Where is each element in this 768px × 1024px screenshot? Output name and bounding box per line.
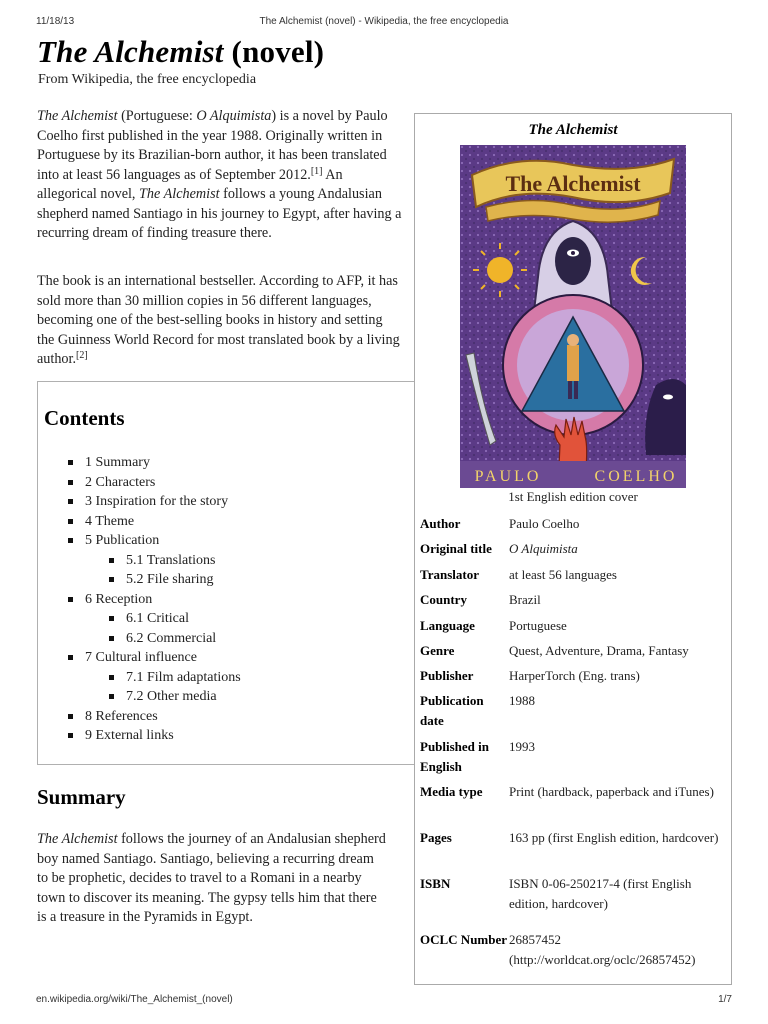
book-title-italic: The Alchemist [37, 831, 118, 847]
infobox-value: Quest, Adventure, Drama, Fantasy [509, 643, 689, 658]
book-title-italic: The Alchemist [37, 108, 118, 124]
toc-item[interactable]: 5.1 Translations [109, 551, 241, 571]
infobox-label: OCLC Number [420, 932, 508, 947]
summary-paragraph: The Alchemist follows the journey of an Andalusian shepherd boy named Santiago. Santiago, believing a recurring dream to be prophetic, decides to travel to a Romani in a nearby town to discover its meaning. The gypsy tells him that there is a treasure in the Pyramids in Egypt. [37, 831, 386, 925]
bestseller-paragraph: The book is an international bestseller. According to AFP, it has sold more than 30 million copies in 56 different languages, becoming one of the best-selling books in history and setting the Guinness World Record for most translated book by a living author.[2] [37, 273, 400, 367]
book-title-italic: The Alchemist [139, 186, 220, 202]
infobox-value: 1988 [509, 693, 535, 708]
toc-item[interactable]: 6.2 Commercial [109, 629, 241, 649]
original-title-italic: O Alquimista [196, 108, 272, 124]
reference-link-2[interactable]: [2] [76, 350, 88, 361]
toc-item[interactable]: 7 Cultural influence [68, 648, 241, 668]
cover-caption: 1st English edition cover [508, 489, 638, 504]
toc-item[interactable]: 6.1 Critical [109, 609, 241, 629]
print-date: 11/18/13 [36, 16, 75, 27]
infobox-value[interactable]: 26857452 (http://worldcat.org/oclc/26857452) [509, 932, 696, 967]
page-title-rest: (novel) [223, 34, 325, 69]
site-tagline: From Wikipedia, the free encyclopedia [38, 72, 257, 87]
page-title-italic: The Alchemist [37, 34, 224, 69]
toc-item[interactable]: 8 References [68, 707, 241, 727]
infobox-label: Language [420, 618, 475, 633]
page-title [37, 34, 324, 70]
toc-item[interactable]: 3 Inspiration for the story [68, 492, 241, 512]
infobox-label: Translator [420, 567, 479, 582]
toc-item[interactable]: 5.2 File sharing [109, 570, 241, 590]
print-header [0, 16, 768, 32]
book-cover-image[interactable] [460, 145, 686, 488]
infobox-value: 163 pp (first English edition, hardcover) [509, 830, 719, 845]
infobox-label: Publication date [420, 693, 484, 728]
infobox-label: Country [420, 592, 467, 607]
toc-list [68, 453, 241, 746]
table-of-contents [37, 381, 429, 765]
infobox-value: O Alquimista [509, 541, 578, 556]
infobox-label: Original title [420, 541, 492, 556]
print-url: en.wikipedia.org/wiki/The_Alchemist_(novel) [36, 994, 233, 1005]
infobox-label: Published in English [420, 739, 490, 774]
infobox-label: Publisher [420, 668, 474, 683]
toc-item[interactable]: 5 Publication [68, 531, 241, 551]
print-page-title: The Alchemist (novel) - Wikipedia, the free encyclopedia [259, 16, 509, 27]
toc-item[interactable]: 9 External links [68, 726, 241, 746]
cover-author-left: PAULO [474, 468, 542, 485]
infobox [414, 113, 732, 985]
infobox-value: Print (hardback, paperback and iTunes) [509, 784, 714, 799]
cover-author-right: COELHO [594, 468, 678, 485]
section-heading-summary: Summary [37, 785, 126, 809]
infobox-label: Author [420, 516, 461, 531]
toc-item[interactable]: 1 Summary [68, 453, 241, 473]
toc-item[interactable]: 2 Characters [68, 473, 241, 493]
infobox-value[interactable]: Paulo Coelho [509, 516, 580, 531]
infobox-value[interactable]: ISBN 0-06-250217-4 (first English edition, hardcover) [509, 876, 692, 911]
print-page-number: 1/7 [718, 994, 732, 1005]
cover-title-text: The Alchemist [505, 171, 641, 196]
infobox-title: The Alchemist [528, 122, 618, 138]
infobox-value: at least 56 languages [509, 567, 617, 582]
infobox-value[interactable]: HarperTorch (Eng. trans) [509, 668, 640, 683]
infobox-label: Media type [420, 784, 483, 799]
toc-item[interactable]: 7.2 Other media [109, 687, 241, 707]
infobox-label: Pages [420, 830, 452, 845]
infobox-value[interactable]: Brazil [509, 592, 541, 607]
toc-title: Contents [44, 406, 125, 430]
intro-paragraph: The Alchemist (Portuguese: O Alquimista) is a novel by Paulo Coelho first published in the year 1988. Originally written in Portuguese by its Brazilian-born author, it has been translated into at least 56 languages as of September 2012.[1] An allegorical novel, The Alchemist follows a young Andalusian shepherd named Santiago in his journey to Egypt, after having a recurring dream of finding treasure there. [37, 108, 402, 241]
infobox-label: Genre [420, 643, 455, 658]
infobox-label: ISBN [420, 876, 451, 891]
toc-item[interactable]: 6 Reception [68, 590, 241, 610]
infobox-value[interactable]: Portuguese [509, 618, 567, 633]
infobox-value: 1993 [509, 739, 535, 754]
toc-item[interactable]: 4 Theme [68, 512, 241, 532]
reference-link-1[interactable]: [1] [310, 165, 323, 177]
toc-item[interactable]: 7.1 Film adaptations [109, 668, 241, 688]
